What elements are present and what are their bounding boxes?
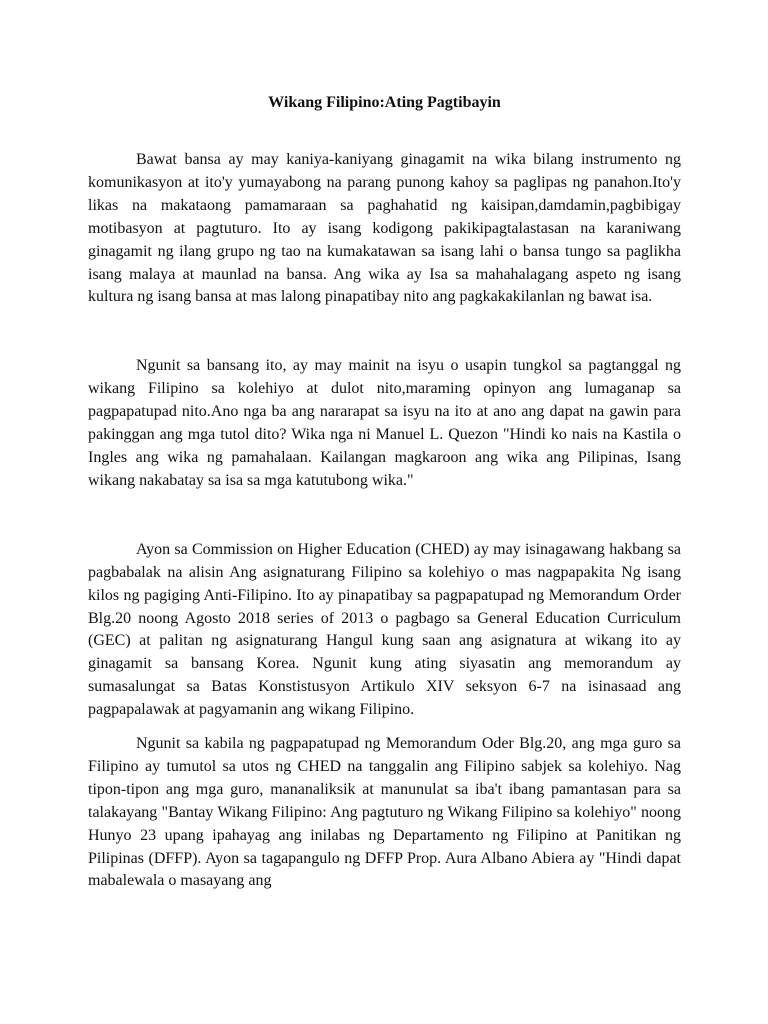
document-title: Wikang Filipino:Ating Pagtibayin (268, 94, 501, 111)
document-page (88, 92, 681, 893)
paragraph-4: Ngunit sa kabila ng pagpapatupad ng Memorandum Oder Blg.20, ang mga guro sa Filipino ay tumutol sa utos ng CHED na tanggalin ang Filipino sabjek sa kolehiyo. Nag tipon-tipon ang mga guro, mananaliksik at manunulat sa iba't ibang pamantasan para sa talakayang "Bantay Wikang Filipino: Ang pagtuturo ng Wikang Filipino sa kolehiyo" noong Hunyo 23 upang ipahayag ang inilabas ng Departamento ng Filipino at Panitikan ng Pilipinas (DFFP). Ayon sa tagapangulo ng DFFP Prop. Aura Albano Abiera ay "Hindi dapat mabalewala o masayang ang (88, 735, 681, 890)
paragraph-1: Bawat bansa ay may kaniya-kaniyang ginagamit na wika bilang instrumento ng komunikasyon at ito'y yumayabong na parang punong kahoy sa paglipas ng panahon.Ito'y likas na makataong pamamaraan sa paghahatid ng kaisipan,damdamin,pagbibigay motibasyon at pagtuturo. Ito ay isang kodigong pakikipagtalastasan na karaniwang ginagamit ng ilang grupo ng tao na kumakatawan sa isang lahi o bansa tungo sa paglikha isang malaya at maunlad na bansa. Ang wika ay Isa sa mahahalagang aspeto ng isang kultura ng isang bansa at mas lalong pinapatibay nito ang pagkakakilanlan ng bawat isa. (88, 151, 681, 306)
paragraph-2: Ngunit sa bansang ito, ay may mainit na isyu o usapin tungkol sa pagtanggal ng wikang Filipino sa kolehiyo at dulot nito,maraming opinyon ang lumaganap sa pagpapatupad nito.Ano nga ba ang nararapat sa isyu na ito at ano ang dapat na gawin para pakinggan ang mga tutol dito? Wika nga ni Manuel L. Quezon "Hindi ko nais na Kastila o Ingles ang wika ng pamahalaan. Kailangan magkaroon ang wika ang Pilipinas, Isang wikang nakabatay sa isa sa mga katutubong wika." (88, 357, 681, 489)
paragraph-3: Ayon sa Commission on Higher Education (CHED) ay may isinagawang hakbang sa pagbabalak na alisin Ang asignaturang Filipino sa kolehiyo o mas nagpapakita Ng isang kilos ng pagiging Anti-Filipino. Ito ay pinapatibay sa pagpapatupad ng Memorandum Order Blg.20 noong Agosto 2018 series of 2013 o pagbago sa General Education Curriculum (GEC) at palitan ng asignaturang Hangul kung saan ang asignatura at wikang ito ay ginagamit sa bansang Korea. Ngunit kung ating siyasatin ang memorandum ay sumasalungat sa Batas Konstistusyon Artikulo XIV seksyon 6-7 na isinasaad ang pagpapalawak at pagyamanin ang wikang Filipino. (88, 540, 681, 719)
